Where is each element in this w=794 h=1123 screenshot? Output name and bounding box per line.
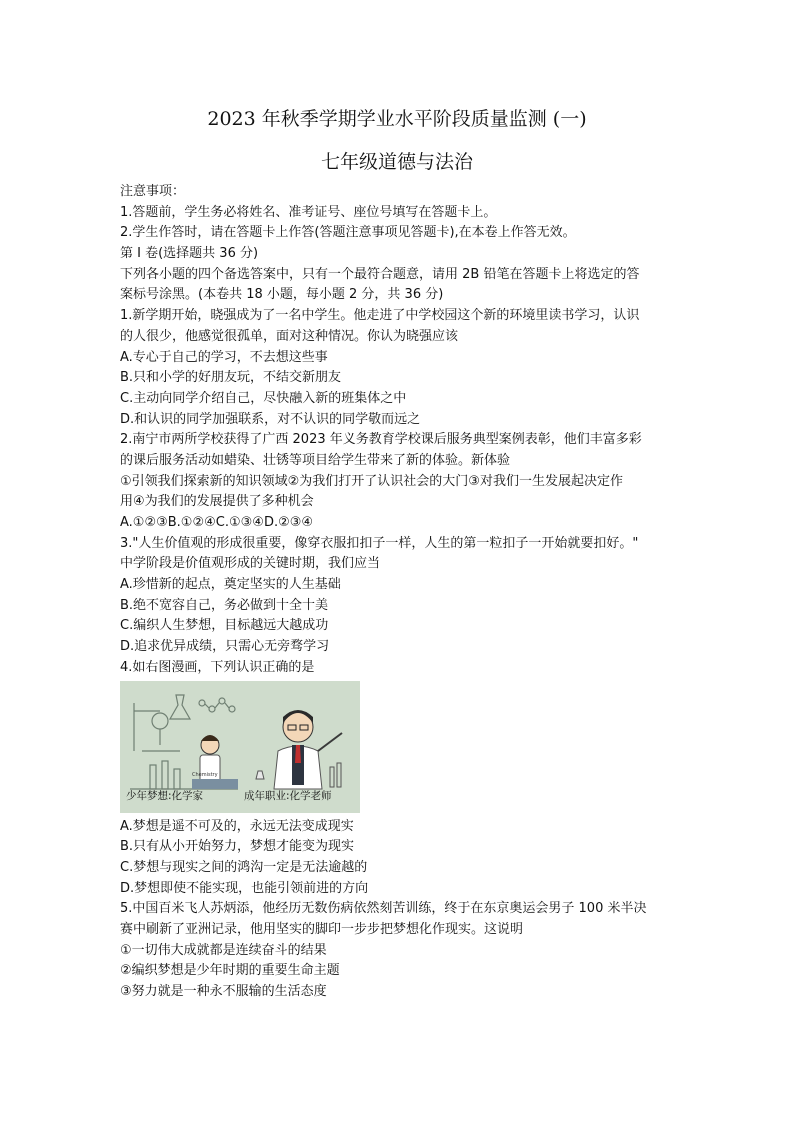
text-line: 中学阶段是价值观形成的关键时期，我们应当 [120,556,381,572]
board-word: Chemistry [192,771,218,778]
text-line: A.专心于自己的学习，不去想这些事 [120,349,328,365]
text-line: A.珍惜新的起点，奠定坚实的人生基础 [120,577,341,593]
text-line: 的课后服务活动如蜡染、壮锈等项目给学生带来了新的体验。新体验 [120,452,511,468]
text-line: B.绝不宽容自己，务必做到十全十美 [120,597,329,613]
text-line: 下列各小题的四个备选答案中，只有一个最符合题意，请用 2B 铅笔在答题卡上将选定的答 [120,266,640,282]
text-line: A.梦想是遥不可及的，永远无法变成现实 [120,818,354,834]
text-line: 3."人生价值观的形成很重要，像穿衣服扣扣子一样，人生的第一粒扣子一开始就要扣好。" [120,535,639,551]
text-line: C.编织人生梦想，目标越远大越成功 [120,618,329,634]
text-line: ①一切伟大成就都是连续奋斗的结果 [120,942,327,958]
cartoon-caption-left: 少年梦想:化学家 [126,789,204,802]
exam-body [120,182,680,1003]
text-line: C.梦想与现实之间的鸿沟一定是无法逾越的 [120,859,368,875]
cartoon-caption-right: 成年职业:化学老师 [244,789,332,802]
text-line: 案标号涂黑。(本卷共 18 小题，每小题 2 分，共 36 分) [120,287,444,303]
text-line: 的人很少，他感觉很孤单，面对这种情况。你认为晓强应该 [120,328,459,344]
text-line: 用④为我们的发展提供了多种机会 [120,494,314,510]
text-line: B.只和小学的好朋友玩，不结交新朋友 [120,370,342,386]
text-line: 2.南宁市两所学校获得了广西 2023 年义务教育学校课后服务典型案例表彰，他们丰富多彩 [120,432,642,448]
text-line: C.主动向同学介绍自己，尽快融入新的班集体之中 [120,390,407,406]
text-line: ①引领我们探索新的知识领域②为我们打开了认识社会的大门③对我们一生发展起决定作 [120,473,623,489]
cartoon-image [120,681,360,813]
text-line: 4.如右图漫画，下列认识正确的是 [120,659,315,675]
text-line: ②编织梦想是少年时期的重要生命主题 [120,963,340,979]
text-line: 2.学生作答时，请在答题卡上作答(答题注意事项见答题卡),在本卷上作答无效。 [120,225,576,241]
text-line: D.追求优异成绩，只需心无旁骛学习 [120,639,330,655]
text-line: B.只有从小开始努力，梦想才能变为现实 [120,839,355,855]
exam-title: 2023 年秋季学期学业水平阶段质量监测 (一) [207,108,587,130]
text-line: 1.答题前，学生务必将姓名、准考证号、座位号填写在答题卡上。 [120,204,497,220]
text-line: 注意事项： [120,184,186,199]
exam-subject: 七年级道德与法治 [320,151,473,173]
text-line: 1.新学期开始，晓强成为了一名中学生。他走进了中学校园这个新的环境里读书学习，认识 [120,308,640,324]
text-line: D.梦想即使不能实现，也能引领前进的方向 [120,880,369,896]
text-line: D.和认识的同学加强联系，对不认识的同学敬而远之 [120,411,421,427]
text-line: A.①②③B.①②④C.①③④D.②③④ [120,515,314,530]
text-line: ③努力就是一种永不服输的生活态度 [120,984,327,999]
text-line: 赛中刷新了亚洲记录，他用坚实的脚印一步步把梦想化作现实。这说明 [120,921,524,937]
text-line: 5.中国百米飞人苏炳添，他经历无数伤病依然刻苦训练，终于在东京奥运会男子 100 米半决 [120,901,647,917]
text-line: 第 I 卷(选择题共 36 分) [120,246,259,262]
